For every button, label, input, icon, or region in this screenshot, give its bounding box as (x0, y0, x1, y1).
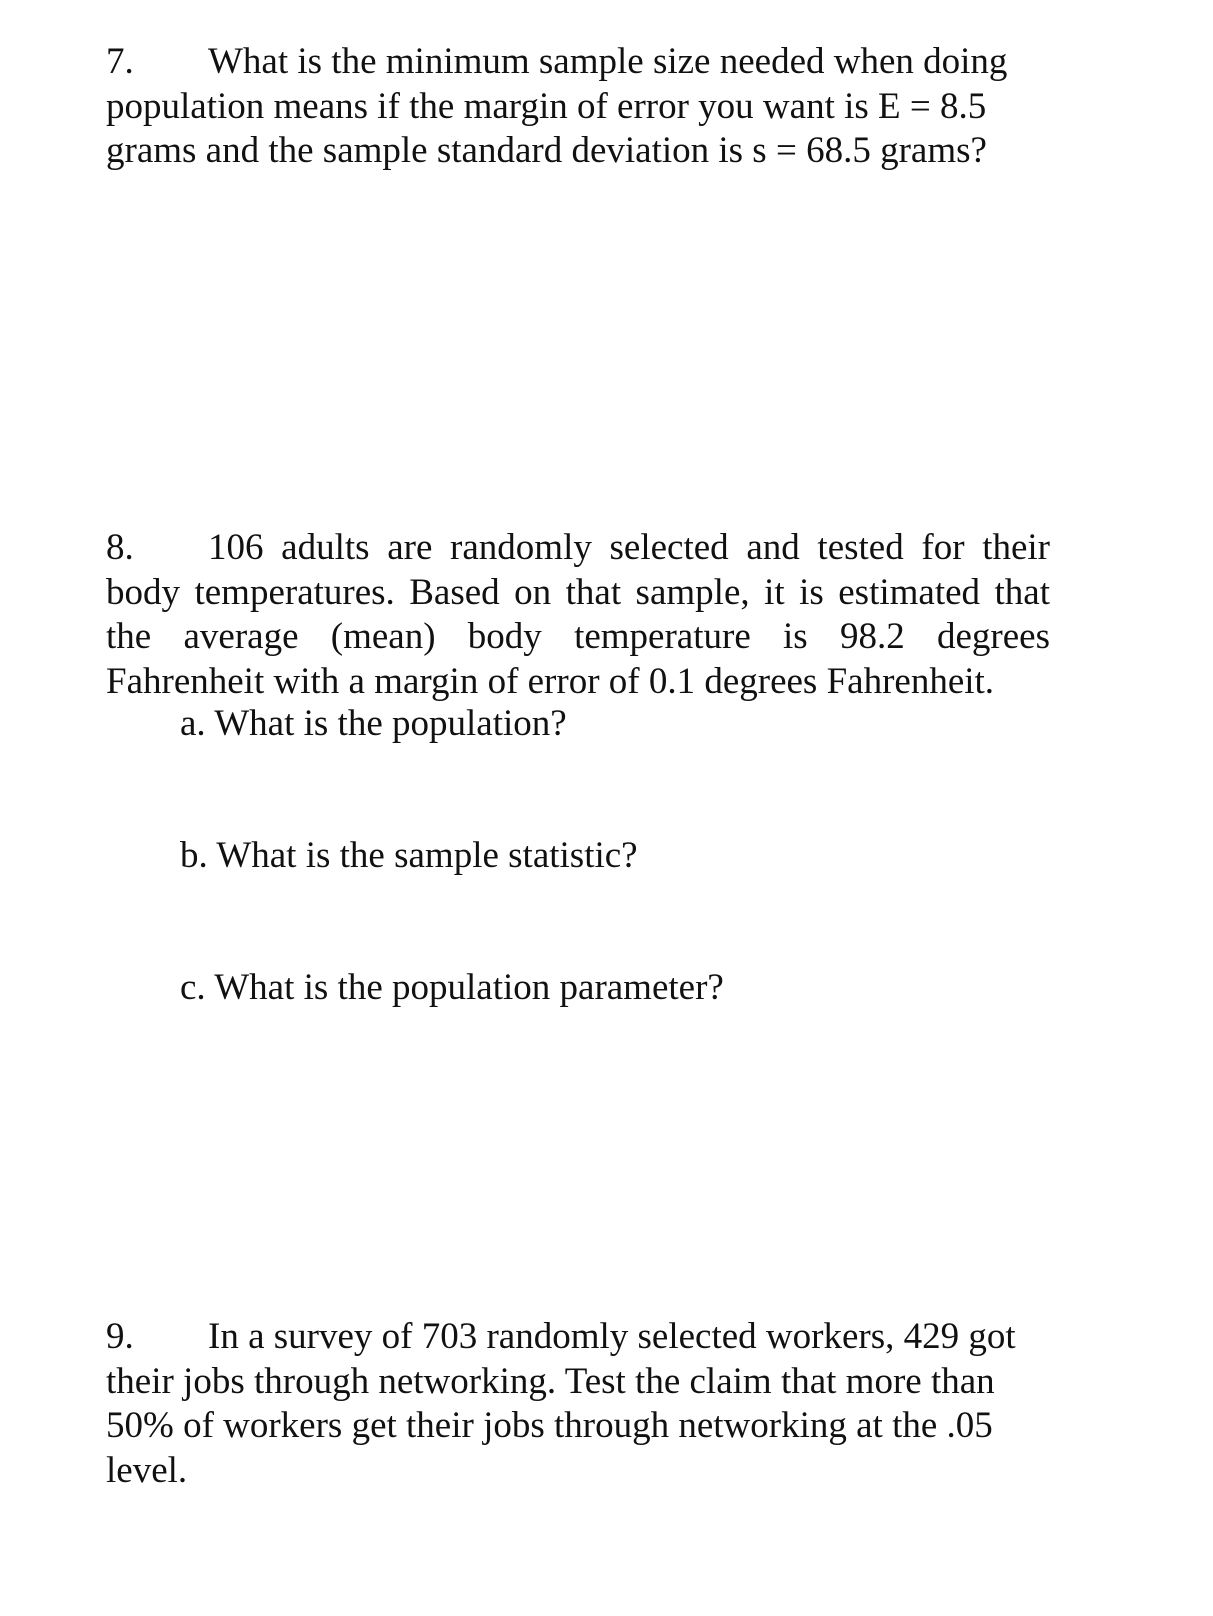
question-9-line-4: level. (106, 1449, 188, 1491)
question-7-line-3: grams and the sample standard deviation is s = 68.5 grams? (106, 130, 987, 171)
question-8-line-2: body temperatures. Based on that sample, it is estimated that (106, 571, 1050, 613)
question-9-text-1: In a survey of 703 randomly selected workers, 429 got (208, 1316, 1016, 1357)
question-9-number: 9. (106, 1316, 134, 1357)
question-8-part-b: b. What is the sample statistic? (180, 835, 638, 876)
question-8 (106, 526, 1050, 704)
question-8-line-4: Fahrenheit with a margin of error of 0.1 degrees Fahrenheit. (106, 660, 995, 702)
question-9 (106, 1315, 1050, 1493)
question-9-line-3: 50% of workers get their jobs through networking at the .05 (106, 1405, 993, 1446)
question-8-part-c: c. What is the population parameter? (180, 967, 724, 1008)
question-7-text-1: What is the minimum sample size needed when doing (208, 41, 1008, 82)
question-9-line-1 (106, 1315, 1050, 1360)
question-7-number: 7. (106, 41, 134, 82)
question-8-text-1: 106 adults are randomly selected and tested for their (208, 527, 1050, 568)
question-8-line-1 (106, 526, 1050, 571)
question-8-part-a: a. What is the population? (180, 703, 567, 744)
question-7-line-2: population means if the margin of error you want is E = 8.5 (106, 85, 987, 127)
question-7 (106, 40, 1050, 174)
question-7-line-1 (106, 40, 1050, 85)
question-9-line-2: their jobs through networking. Test the claim that more than (106, 1360, 995, 1402)
question-8-number: 8. (106, 527, 134, 568)
question-8-line-3: the average (mean) body temperature is 98.2 degrees (106, 616, 1050, 657)
